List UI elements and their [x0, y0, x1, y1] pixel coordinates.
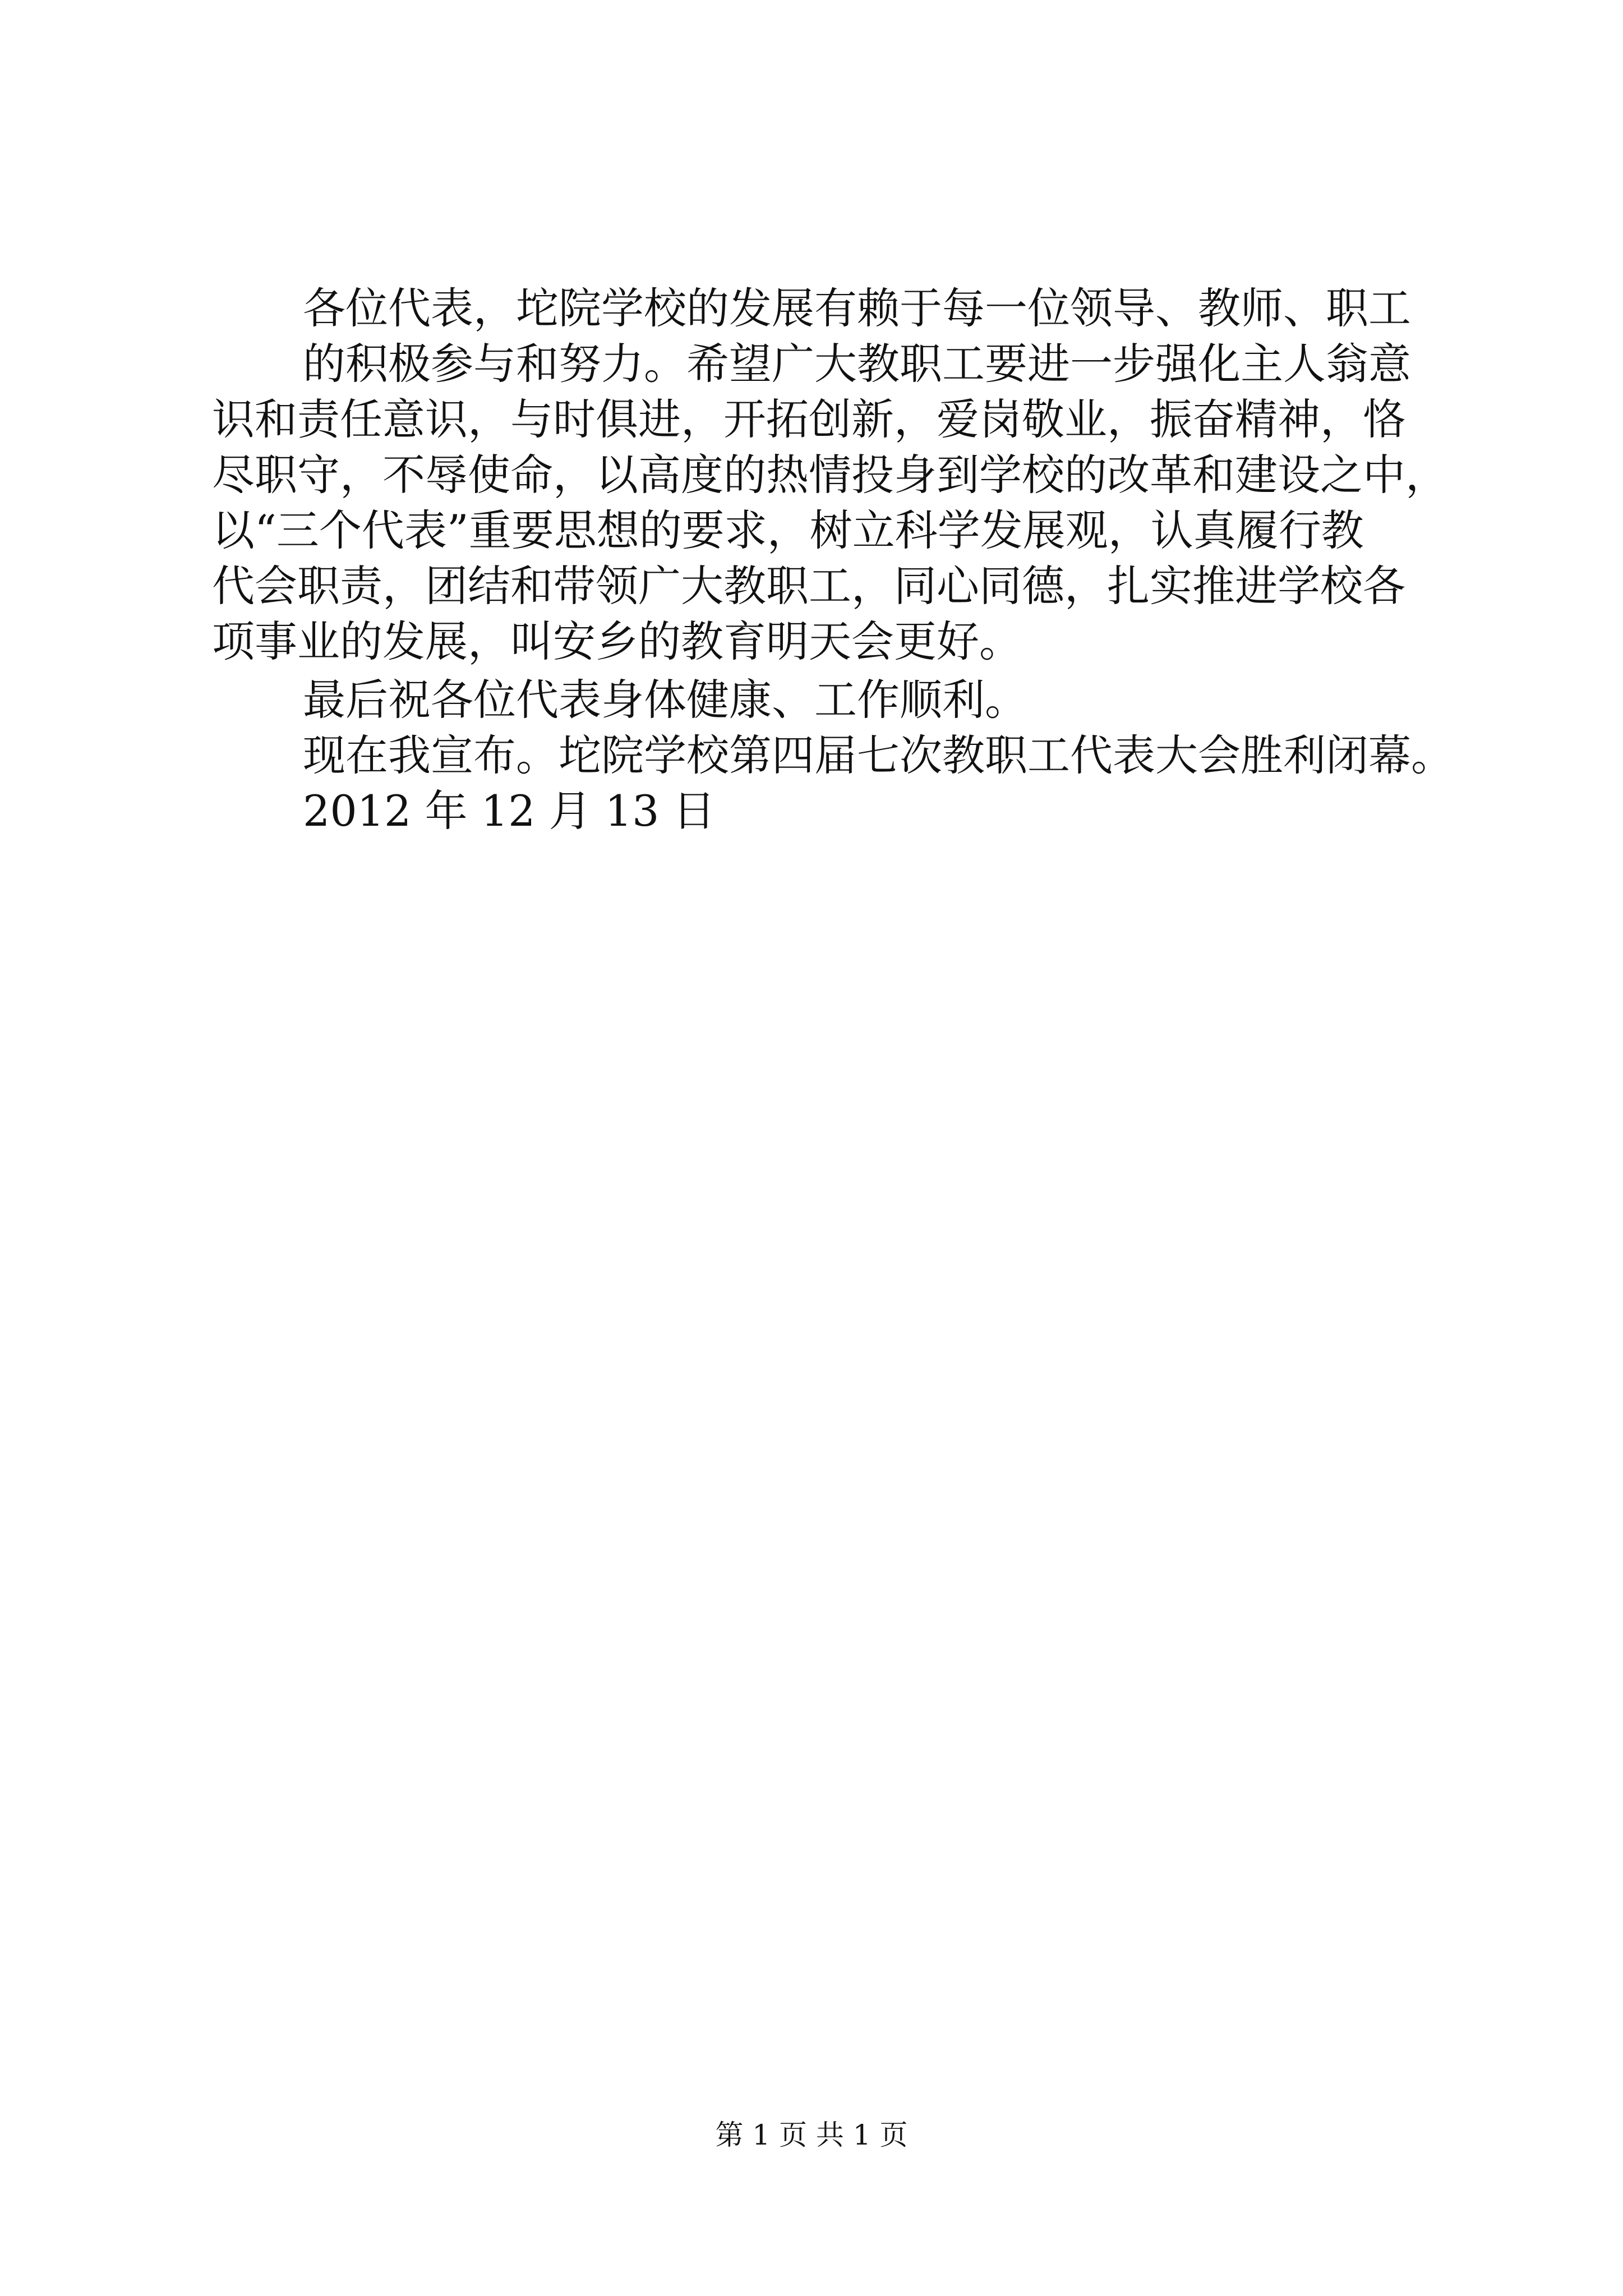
document-body	[212, 280, 1454, 839]
paragraph-line: 尽职守，不辱使命，以高度的热情投身到学校的改革和建设之中，	[212, 450, 1448, 500]
paragraph-line: 项事业的发展，叫安乡的教育明天会更好。	[212, 616, 1022, 666]
paragraph-line: 各位代表，坨院学校的发展有赖于每一位领导、教师、职工	[303, 283, 1411, 333]
closing-wish-line: 最后祝各位代表身体健康、工作顺利。	[303, 675, 1027, 725]
paragraph-line: 代会职责，团结和带领广大教职工，同心同德，扎实推进学校各	[212, 561, 1405, 611]
document-date: 2012 年 12 月 13 日	[303, 786, 716, 836]
paragraph-line: 识和责任意识，与时俱进，开拓创新，爱岗敬业，振奋精神，恪	[212, 394, 1405, 444]
paragraph-line: 的积极参与和努力。希望广大教职工要进一步强化主人翁意	[303, 339, 1411, 389]
page-number-label: 第 1 页 共 1 页	[715, 2119, 908, 2151]
closing-announcement-line: 现在我宣布。坨院学校第四届七次教职工代表大会胜利闭幕。	[303, 730, 1454, 780]
page-footer	[0, 2118, 1623, 2152]
paragraph-line: 以“三个代表”重要思想的要求，树立科学发展观，认真履行教	[212, 505, 1364, 555]
